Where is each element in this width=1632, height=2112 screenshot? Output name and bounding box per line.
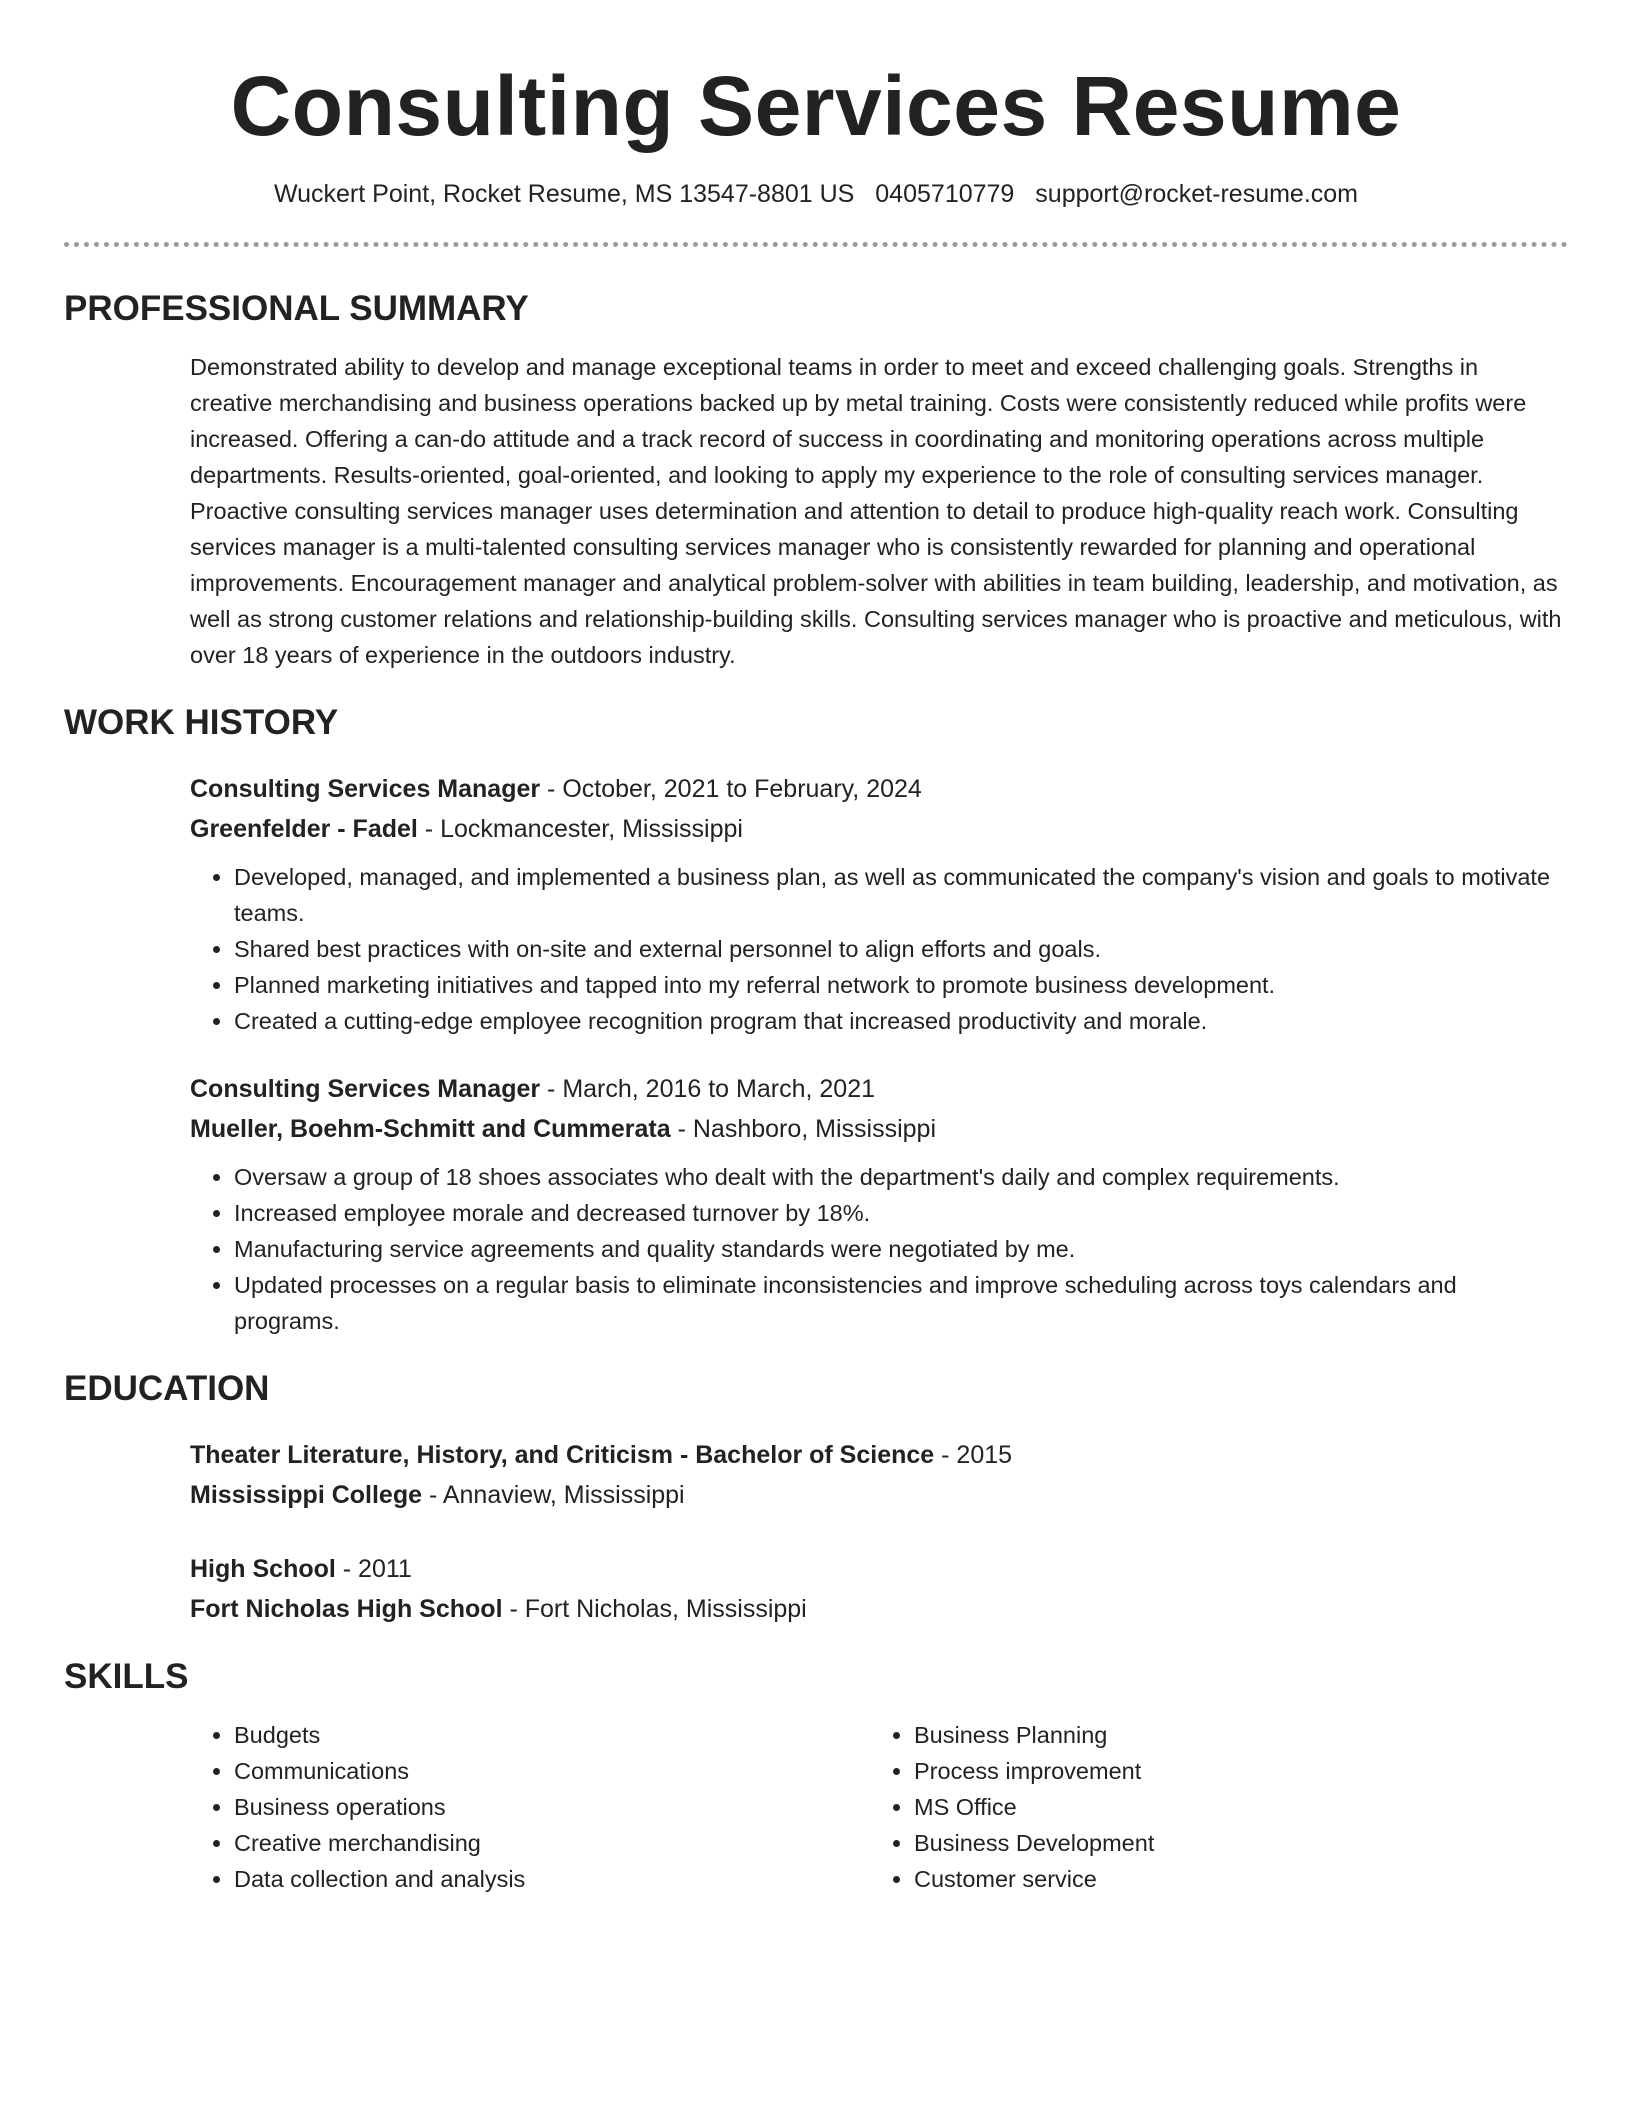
education-location: - Annaview, Mississippi	[422, 1481, 685, 1509]
skills-column-left	[190, 1717, 870, 1897]
contact-email: support@rocket-resume.com	[1035, 180, 1359, 208]
job-bullet: • Oversaw a group of 18 shoes associates who dealt with the department's daily and complex requirements.	[234, 1159, 1562, 1195]
education-location: - Fort Nicholas, Mississippi	[502, 1595, 807, 1623]
skills-section	[64, 1717, 1568, 1897]
summary-text: Demonstrated ability to develop and manage exceptional teams in order to meet and exceed challenging goals. Strengths in creative merchandising and business operations backed up by metal training. Costs were consistently reduced while profits were increased. Offering a can-do attitude and a track record of success in coordinating and monitoring operations across multiple departments. Results-oriented, goal-oriented, and looking to apply my experience to the role of consulting services manager. Proactive consulting services manager uses determination and attention to detail to produce high-quality reach work. Consulting services manager is a multi-talented consulting services manager who is consistently rewarded for planning and operational improvements. Encouragement manager and analytical problem-solver with abilities in team building, leadership, and motivation, as well as strong customer relations and relationship-building skills. Consulting services manager who is proactive and meticulous, with over 18 years of experience in the outdoors industry.	[190, 354, 1562, 668]
job-bullet: • Developed, managed, and implemented a business plan, as well as communicated the company's vision and goals to motivate teams.	[234, 859, 1562, 931]
job-company: Mueller, Boehm-Schmitt and Cummerata	[190, 1115, 671, 1143]
education-year: - 2015	[934, 1441, 1013, 1469]
education-school: Mississippi College	[190, 1481, 423, 1509]
job-bullet: • Increased employee morale and decreased turnover by 18%.	[234, 1195, 1562, 1231]
work-history-section	[64, 769, 1568, 1339]
job-company: Greenfelder - Fadel	[190, 815, 418, 843]
skill-item: • Data collection and analysis	[234, 1861, 870, 1897]
contact-address: Wuckert Point, Rocket Resume, MS 13547-8801 US	[273, 180, 855, 208]
job-entry	[190, 1069, 1562, 1339]
skills-grid	[190, 1717, 1562, 1897]
job-title: Consulting Services Manager	[190, 1075, 541, 1103]
skill-item: • Business operations	[234, 1789, 870, 1825]
job-bullet: • Shared best practices with on-site and external personnel to align efforts and goals.	[234, 931, 1562, 967]
work-history-heading: WORK HISTORY	[64, 703, 339, 742]
job-dates: - October, 2021 to February, 2024	[540, 775, 922, 803]
job-location: - Nashboro, Mississippi	[670, 1115, 937, 1143]
education-heading: EDUCATION	[64, 1369, 270, 1408]
skill-item: • Creative merchandising	[234, 1825, 870, 1861]
job-bullet: • Manufacturing service agreements and quality standards were negotiated by me.	[234, 1231, 1562, 1267]
job-bullet: • Updated processes on a regular basis to eliminate inconsistencies and improve scheduling across toys calendars and programs.	[234, 1267, 1562, 1339]
job-bullet: • Planned marketing initiatives and tapped into my referral network to promote business development.	[234, 967, 1562, 1003]
education-section	[64, 1435, 1568, 1629]
education-entry	[190, 1549, 1562, 1629]
skill-item: • Business Development	[914, 1825, 1550, 1861]
job-dates: - March, 2016 to March, 2021	[540, 1075, 875, 1103]
education-degree: High School	[190, 1555, 336, 1583]
education-degree-line	[190, 1549, 1562, 1589]
education-school-line	[190, 1475, 1562, 1515]
job-bullet: • Created a cutting-edge employee recognition program that increased productivity and morale.	[234, 1003, 1562, 1039]
job-entry	[190, 769, 1562, 1039]
skill-item: • Budgets	[234, 1717, 870, 1753]
education-degree-line	[190, 1435, 1562, 1475]
summary-section	[64, 349, 1568, 673]
job-bullets	[190, 859, 1562, 1039]
job-title-line	[190, 769, 1562, 809]
skill-item: • MS Office	[914, 1789, 1550, 1825]
skill-item: • Customer service	[914, 1861, 1550, 1897]
skill-item: • Communications	[234, 1753, 870, 1789]
job-location: - Lockmancester, Mississippi	[417, 815, 743, 843]
skill-item: • Process improvement	[914, 1753, 1550, 1789]
job-bullets	[190, 1159, 1562, 1339]
job-company-line	[190, 1109, 1562, 1149]
education-entry	[190, 1435, 1562, 1515]
education-year: - 2011	[335, 1555, 412, 1583]
education-school-line	[190, 1589, 1562, 1629]
job-title-line	[190, 1069, 1562, 1109]
header-divider	[64, 242, 1568, 247]
education-school: Fort Nicholas High School	[190, 1595, 503, 1623]
resume-title: Consulting Services Resume	[230, 59, 1402, 153]
skills-column-right	[870, 1717, 1550, 1897]
education-degree: Theater Literature, History, and Criticism - Bachelor of Science	[190, 1441, 935, 1469]
skill-item: • Business Planning	[914, 1717, 1550, 1753]
summary-heading: PROFESSIONAL SUMMARY	[64, 289, 529, 328]
job-company-line	[190, 809, 1562, 849]
contact-line	[64, 178, 1568, 210]
skills-heading: SKILLS	[64, 1657, 189, 1696]
contact-phone: 0405710779	[875, 180, 1015, 208]
job-title: Consulting Services Manager	[190, 775, 541, 803]
